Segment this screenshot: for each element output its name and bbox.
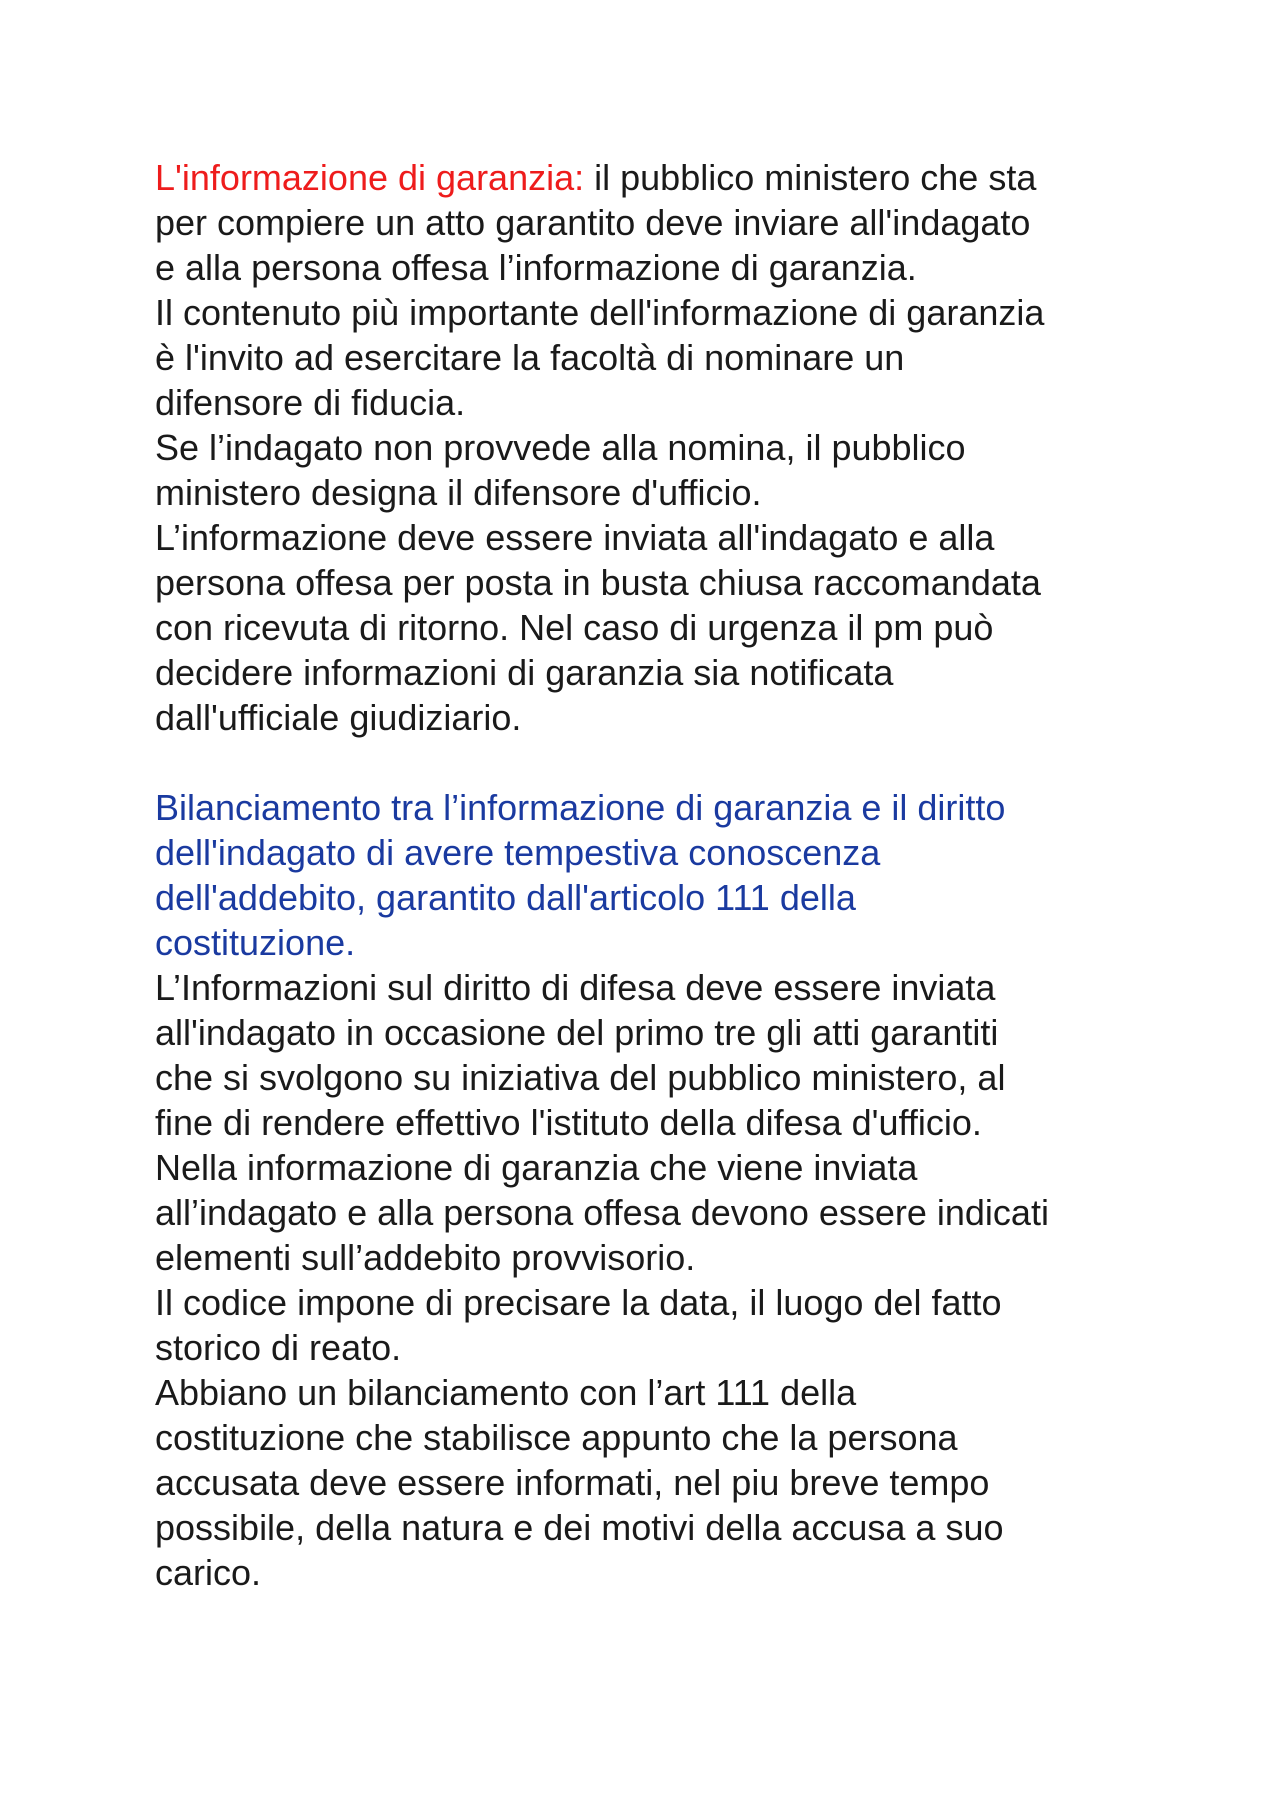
- document-page: [155, 155, 1155, 1595]
- section-heading-bilanciamento: Bilanciamento tra l’informazione di garanzia e il diritto dell'indagato di avere tempestiva conoscenza dell'addebito, garantito dall'articolo 111 della costituzione.: [155, 787, 1006, 963]
- intro-text: il pubblico ministero che sta per compiere un atto garantito deve inviare all'indagato e alla persona offesa l’informazione di garanzia.: [155, 157, 1037, 288]
- paragraph-elementi-addebito: Nella informazione di garanzia che viene inviata all’indagato e alla persona offesa devono essere indicati elementi sull’addebito provvisorio.: [155, 1147, 1049, 1278]
- paragraph-diritto-difesa: L’Informazioni sul diritto di difesa deve essere inviata all'indagato in occasione del primo tre gli atti garantiti che si svolgono su iniziativa del pubblico ministero, al fine di rendere effettivo l'istituto della difesa d'ufficio.: [155, 967, 1006, 1143]
- section-heading-informazione: L'informazione di garanzia:: [155, 157, 585, 198]
- paragraph-art-111: Abbiano un bilanciamento con l’art 111 della costituzione che stabilisce appunto che la persona accusata deve essere informati, nel piu breve tempo possibile, della natura e dei motivi della accusa a suo carico.: [155, 1372, 1004, 1593]
- paragraph-contenuto: Il contenuto più importante dell'informazione di garanzia è l'invito ad esercitare la facoltà di nominare un difensore di fiducia.: [155, 292, 1045, 423]
- paragraph-invio: L’informazione deve essere inviata all'indagato e alla persona offesa per posta in busta chiusa raccomandata con ricevuta di ritorno. Nel caso di urgenza il pm può decidere informazioni di garanzia sia notificata dall'ufficiale giudiziario.: [155, 517, 1041, 738]
- section-spacer: [155, 740, 1155, 785]
- paragraph-nomina: Se l’indagato non provvede alla nomina, il pubblico ministero designa il difensore d'ufficio.: [155, 427, 966, 513]
- paragraph-codice: Il codice impone di precisare la data, il luogo del fatto storico di reato.: [155, 1282, 1002, 1368]
- intro-paragraph: [155, 155, 1155, 290]
